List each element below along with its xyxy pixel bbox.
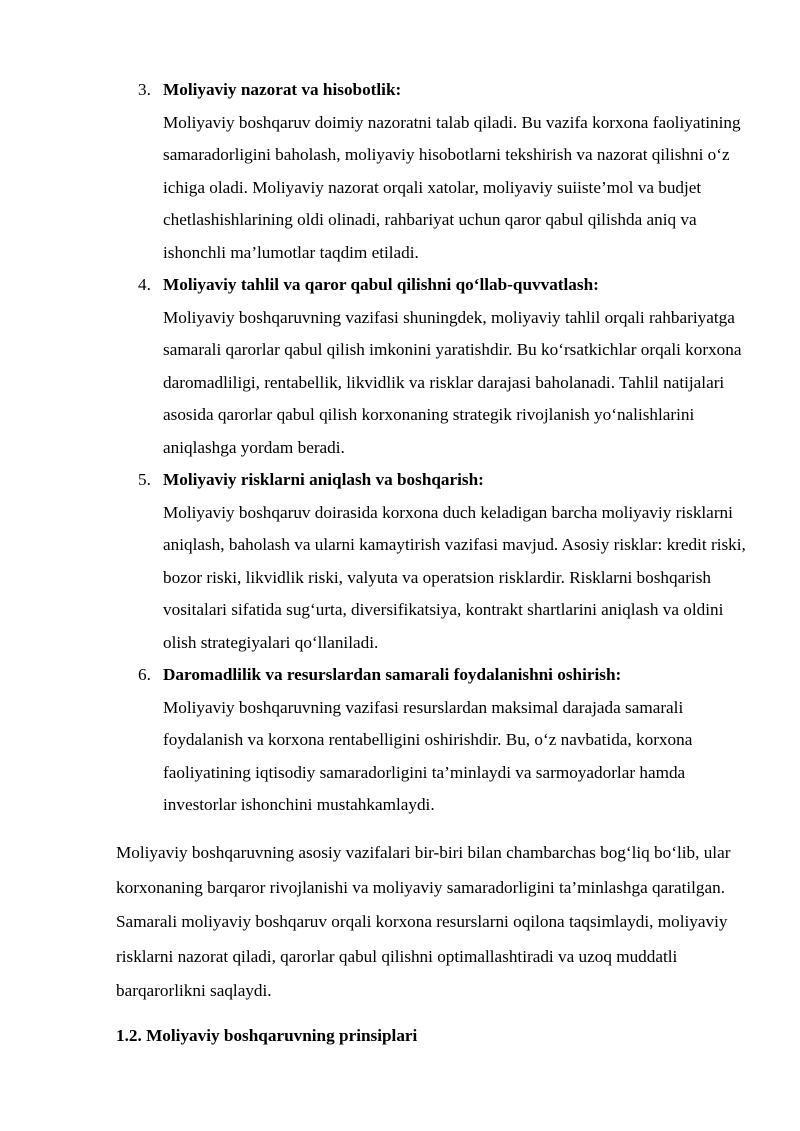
item-number: 6. (138, 665, 151, 684)
list-item (138, 269, 758, 464)
item-body: Moliyaviy boshqaruvning vazifasi shuningdek, moliyaviy tahlil orqali rahbariyatga samarali qarorlar qabul qilish imkonini yaratishdir. Bu ko‘rsatkichlar orqali korxona daromadliligi, rentabellik, likvidlik va risklar darajasi baholanadi. Tahlil natijalari asosida qarorlar qabul qilish korxonaning strategik rivojlanish yo‘nalishlarini aniqlashga yordam beradi. (163, 307, 742, 457)
item-body: Moliyaviy boshqaruv doimiy nazoratni talab qiladi. Bu vazifa korxona faoliyatining samaradorligini baholash, moliyaviy hisobotlarni tekshirish va nazorat qilishni o‘z ichiga oladi. Moliyaviy nazorat orqali xatolar, moliyaviy suiiste’mol va budjet chetlashishlarining oldi olinadi, rahbariyat uchun qaror qabul qilishda aniq va ishonchli ma’lumotlar taqdim etiladi. (163, 112, 741, 262)
item-title: Moliyaviy risklarni aniqlash va boshqarish: (163, 470, 484, 489)
item-number: 5. (138, 470, 151, 489)
list-item (138, 659, 758, 822)
item-number: 4. (138, 275, 151, 294)
list-item (138, 464, 758, 659)
list-item (138, 74, 758, 269)
item-title: Moliyaviy nazorat va hisobotlik: (163, 80, 402, 99)
item-title: Moliyaviy tahlil va qaror qabul qilishni qo‘llab-quvvatlash: (163, 275, 599, 294)
item-body: Moliyaviy boshqaruvning vazifasi resurslardan maksimal darajada samarali foydalanish va korxona rentabelligini oshirishdir. Bu, o‘z navbatida, korxona faoliyatining iqtisodiy samaradorligini ta’minlaydi va sarmoyadorlar hamda investorlar ishonchini mustahkamlaydi. (163, 697, 693, 814)
task-list (138, 74, 758, 822)
item-title: Daromadlilik va resurslardan samarali foydalanishni oshirish: (163, 665, 622, 684)
item-number: 3. (138, 80, 151, 99)
summary-paragraph: Moliyaviy boshqaruvning asosiy vazifalari bir-biri bilan chambarchas bog‘liq bo‘lib, ular korxonaning barqaror rivojlanishi va moliyaviy samaradorligini ta’minlashga qaratilgan. Samarali moliyaviy boshqaruv orqali korxona resurslarni oqilona taqsimlaydi, moliyaviy risklarni nazorat qiladi, qarorlar qabul qilishni optimallashtiradi va uzoq muddatli barqarorlikni saqlaydi. (116, 843, 731, 1000)
item-body: Moliyaviy boshqaruv doirasida korxona duch keladigan barcha moliyaviy risklarni aniqlash, baholash va ularni kamaytirish vazifasi mavjud. Asosiy risklar: kredit riski, bozor riski, likvidlik riski, valyuta va operatsion risklardir. Risklarni boshqarish vositalari sifatida sug‘urta, diversifikatsiya, kontrakt shartlarini aniqlash va oldini olish strategiyalari qo‘llaniladi. (163, 502, 746, 652)
section-heading: 1.2. Moliyaviy boshqaruvning prinsiplari (116, 1026, 418, 1045)
